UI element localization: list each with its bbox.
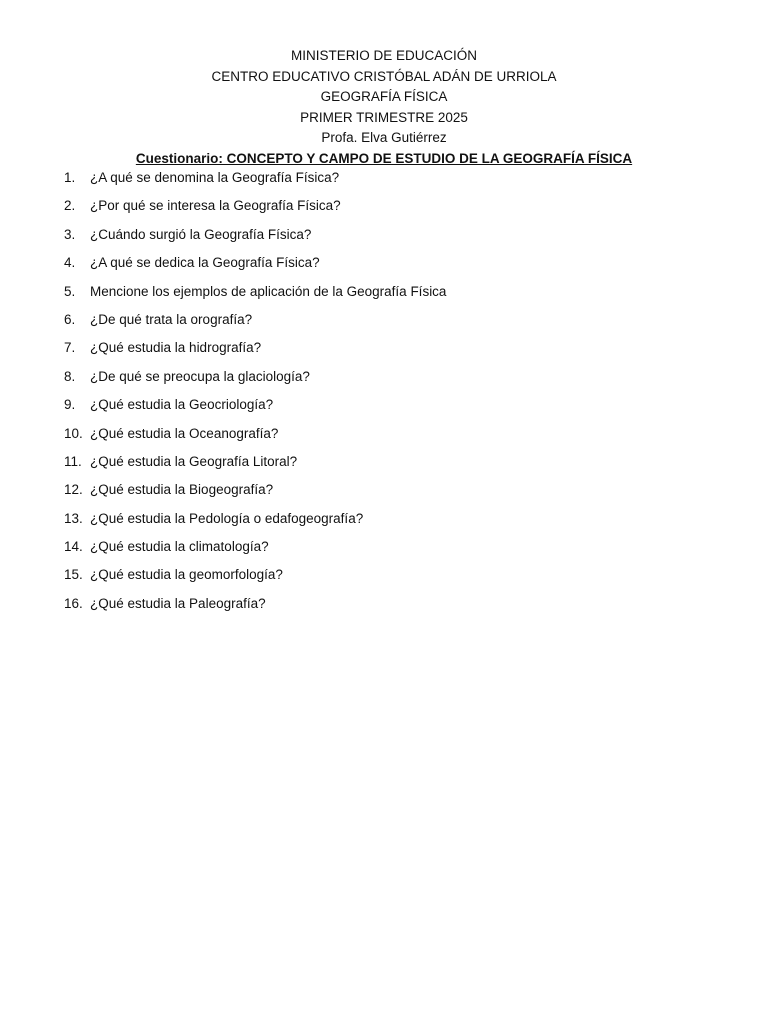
question-number: 13. bbox=[64, 510, 83, 526]
question-item bbox=[64, 282, 724, 310]
question-number: 5. bbox=[64, 283, 76, 299]
question-number: 6. bbox=[64, 311, 76, 327]
question-text: ¿Por qué se interesa la Geografía Física? bbox=[90, 198, 341, 214]
questionnaire-title: Cuestionario: CONCEPTO Y CAMPO DE ESTUDIO DE LA GEOGRAFÍA FÍSICA bbox=[135, 150, 633, 166]
question-number: 8. bbox=[64, 368, 76, 384]
question-number: 1. bbox=[64, 170, 76, 185]
ministry-line: MINISTERIO DE EDUCACIÓN bbox=[290, 48, 477, 63]
question-text: ¿A qué se denomina la Geografía Física? bbox=[90, 170, 340, 185]
question-item bbox=[64, 168, 724, 196]
question-number: 9. bbox=[64, 397, 76, 413]
question-number: 16. bbox=[64, 595, 83, 611]
question-number: 2. bbox=[64, 198, 76, 214]
term-line: PRIMER TRIMESTRE 2025 bbox=[300, 109, 468, 125]
question-item bbox=[64, 338, 724, 366]
question-list bbox=[64, 168, 724, 622]
document-header bbox=[0, 46, 768, 170]
question-item bbox=[64, 225, 724, 253]
question-text: ¿Qué estudia la hidrografía? bbox=[90, 340, 262, 356]
question-text: ¿Qué estudia la climatología? bbox=[90, 539, 269, 555]
question-text: ¿Cuándo surgió la Geografía Física? bbox=[90, 226, 312, 242]
question-text: ¿De qué se preocupa la glaciología? bbox=[90, 368, 310, 384]
question-item bbox=[64, 196, 724, 224]
question-text: ¿Qué estudia la Paleografía? bbox=[90, 595, 266, 611]
question-item bbox=[64, 509, 724, 537]
question-text: ¿Qué estudia la geomorfología? bbox=[90, 567, 283, 583]
question-item bbox=[64, 480, 724, 508]
question-text: Mencione los ejemplos de aplicación de la Geografía Física bbox=[90, 283, 447, 299]
question-text: ¿Qué estudia la Geocriología? bbox=[90, 397, 274, 413]
question-item bbox=[64, 367, 724, 395]
question-number: 10. bbox=[64, 425, 83, 441]
question-number: 14. bbox=[64, 539, 83, 555]
question-item bbox=[64, 565, 724, 593]
question-text: ¿Qué estudia la Biogeografía? bbox=[90, 482, 274, 498]
teacher-line: Profa. Elva Gutiérrez bbox=[321, 130, 447, 146]
question-text: ¿Qué estudia la Geografía Litoral? bbox=[90, 453, 298, 469]
question-item bbox=[64, 537, 724, 565]
school-line: CENTRO EDUCATIVO CRISTÓBAL ADÁN DE URRIOLA bbox=[211, 68, 557, 84]
question-item bbox=[64, 253, 724, 281]
question-number: 4. bbox=[64, 255, 76, 271]
question-item bbox=[64, 310, 724, 338]
question-text: ¿De qué trata la orografía? bbox=[90, 311, 253, 327]
subject-line: GEOGRAFÍA FÍSICA bbox=[320, 89, 448, 105]
question-number: 3. bbox=[64, 226, 76, 242]
question-number: 15. bbox=[64, 567, 83, 583]
question-item bbox=[64, 424, 724, 452]
question-number: 12. bbox=[64, 482, 83, 498]
question-text: ¿A qué se dedica la Geografía Física? bbox=[90, 255, 320, 271]
question-item bbox=[64, 395, 724, 423]
question-item bbox=[64, 594, 724, 622]
question-item bbox=[64, 452, 724, 480]
question-number: 7. bbox=[64, 340, 76, 356]
question-number: 11. bbox=[64, 453, 82, 469]
question-text: ¿Qué estudia la Oceanografía? bbox=[90, 425, 279, 441]
question-text: ¿Qué estudia la Pedología o edafogeografía? bbox=[90, 510, 364, 526]
